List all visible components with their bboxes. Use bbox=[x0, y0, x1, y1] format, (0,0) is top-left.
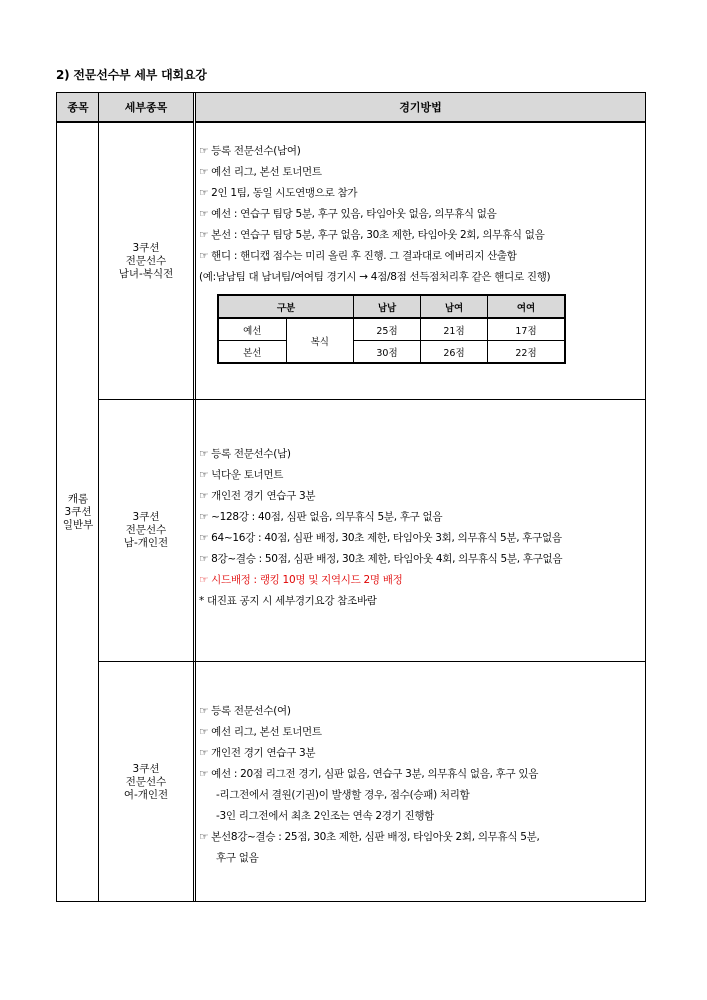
category-line: 3쿠션 bbox=[64, 505, 92, 518]
col-header-method: 경기방법 bbox=[196, 93, 645, 123]
rule-line: ☞ 8강~결승 : 50점, 심판 배정, 30초 제한, 타임아웃 4회, 의무휴식 5분, 후구없음 bbox=[199, 553, 563, 565]
rules-table bbox=[56, 92, 646, 902]
category-cell bbox=[57, 123, 99, 901]
score-row-label: 본선 bbox=[218, 341, 286, 364]
detail-line: 남녀-복식전 bbox=[118, 267, 174, 280]
rule-line: ☞ 본선 : 연습구 팀당 5분, 후구 없음, 30초 제한, 타임아웃 2회, 의무휴식 없음 bbox=[199, 229, 545, 241]
detail-cell-doubles bbox=[99, 123, 193, 399]
rule-line: ☞ 64~16강 : 40점, 심판 배정, 30초 제한, 타임아웃 3회, 의무휴식 5분, 후구없음 bbox=[199, 532, 562, 544]
rule-line: ☞ 등록 전문선수(남여) bbox=[199, 145, 301, 157]
score-header: 구분 bbox=[218, 295, 354, 318]
page-heading: 2) 전문선수부 세부 대회요강 bbox=[56, 68, 207, 82]
rule-line: (예:남남팀 대 남녀팀/여여팀 경기시 → 4점/8점 선득점처리후 같은 핸디로 진행) bbox=[199, 271, 551, 283]
handicap-score-table bbox=[217, 294, 566, 364]
rule-line: ☞ 개인전 경기 연습구 3분 bbox=[199, 747, 316, 759]
score-cell: 17점 bbox=[488, 318, 566, 341]
score-row-label: 예선 bbox=[218, 318, 286, 341]
rule-line: ☞ 예선 : 20점 리그전 경기, 심판 없음, 연습구 3분, 의무휴식 없음, 후구 있음 bbox=[199, 768, 539, 780]
score-cell: 30점 bbox=[354, 341, 421, 364]
score-cell: 21점 bbox=[421, 318, 488, 341]
divider bbox=[193, 93, 196, 901]
score-cell: 26점 bbox=[421, 341, 488, 364]
detail-line: 전문선수 bbox=[125, 775, 167, 788]
score-header: 남남 bbox=[354, 295, 421, 318]
score-cell: 25점 bbox=[354, 318, 421, 341]
detail-line: 3쿠션 bbox=[132, 510, 160, 523]
score-merged-cell: 복식 bbox=[286, 318, 354, 363]
method-cell-women bbox=[199, 701, 641, 869]
rule-line: ☞ 등록 전문선수(남) bbox=[199, 448, 291, 460]
score-cell: 22점 bbox=[488, 341, 566, 364]
score-header: 남여 bbox=[421, 295, 488, 318]
detail-line: 여-개인전 bbox=[123, 788, 169, 801]
method-cell-doubles bbox=[199, 141, 641, 364]
score-header: 여여 bbox=[488, 295, 566, 318]
rule-line: 후구 없음 bbox=[216, 852, 259, 864]
rule-line: ☞ 넉다운 토너먼트 bbox=[199, 469, 284, 481]
rule-line: ☞ ~128강 : 40점, 심판 없음, 의무휴식 5분, 후구 없음 bbox=[199, 511, 443, 523]
category-line: 일반부 bbox=[62, 518, 94, 531]
rule-line: -리그전에서 결원(기권)이 발생할 경우, 점수(승패) 처리함 bbox=[216, 789, 470, 801]
seed-rule-line: ☞ 시드배정 : 랭킹 10명 및 지역시드 2명 배정 bbox=[199, 574, 403, 586]
rule-line: ☞ 예선 리그, 본선 토너먼트 bbox=[199, 166, 322, 178]
detail-line: 남-개인전 bbox=[123, 536, 169, 549]
rule-line: ☞ 예선 : 연습구 팀당 5분, 후구 있음, 타임아웃 없음, 의무휴식 없음 bbox=[199, 208, 497, 220]
rule-line: ☞ 핸디 : 핸디캡 점수는 미리 올린 후 진행. 그 결과대로 에버리지 산출함 bbox=[199, 250, 517, 262]
detail-line: 전문선수 bbox=[125, 254, 167, 267]
rule-line: ☞ 본선8강~결승 : 25점, 30초 제한, 심판 배정, 타임아웃 2회, 의무휴식 5분, bbox=[199, 831, 540, 843]
detail-cell-men bbox=[99, 399, 193, 661]
note-line: * 대진표 공지 시 세부경기요강 참조바람 bbox=[199, 595, 377, 607]
detail-line: 전문선수 bbox=[125, 523, 167, 536]
rule-line: -3인 리그전에서 최초 2인조는 연속 2경기 진행함 bbox=[216, 810, 435, 822]
rule-line: ☞ 예선 리그, 본선 토너먼트 bbox=[199, 726, 322, 738]
col-header-category: 종목 bbox=[57, 93, 99, 123]
rule-line: ☞ 등록 전문선수(여) bbox=[199, 705, 291, 717]
rule-line: ☞ 개인전 경기 연습구 3분 bbox=[199, 490, 316, 502]
rule-line: ☞ 2인 1팀, 동일 시도연맹으로 참가 bbox=[199, 187, 358, 199]
detail-line: 3쿠션 bbox=[132, 762, 160, 775]
col-header-detail: 세부종목 bbox=[99, 93, 193, 123]
detail-line: 3쿠션 bbox=[132, 241, 160, 254]
detail-cell-women bbox=[99, 661, 193, 903]
method-cell-men bbox=[199, 444, 641, 612]
category-line: 캐롬 bbox=[67, 492, 89, 505]
